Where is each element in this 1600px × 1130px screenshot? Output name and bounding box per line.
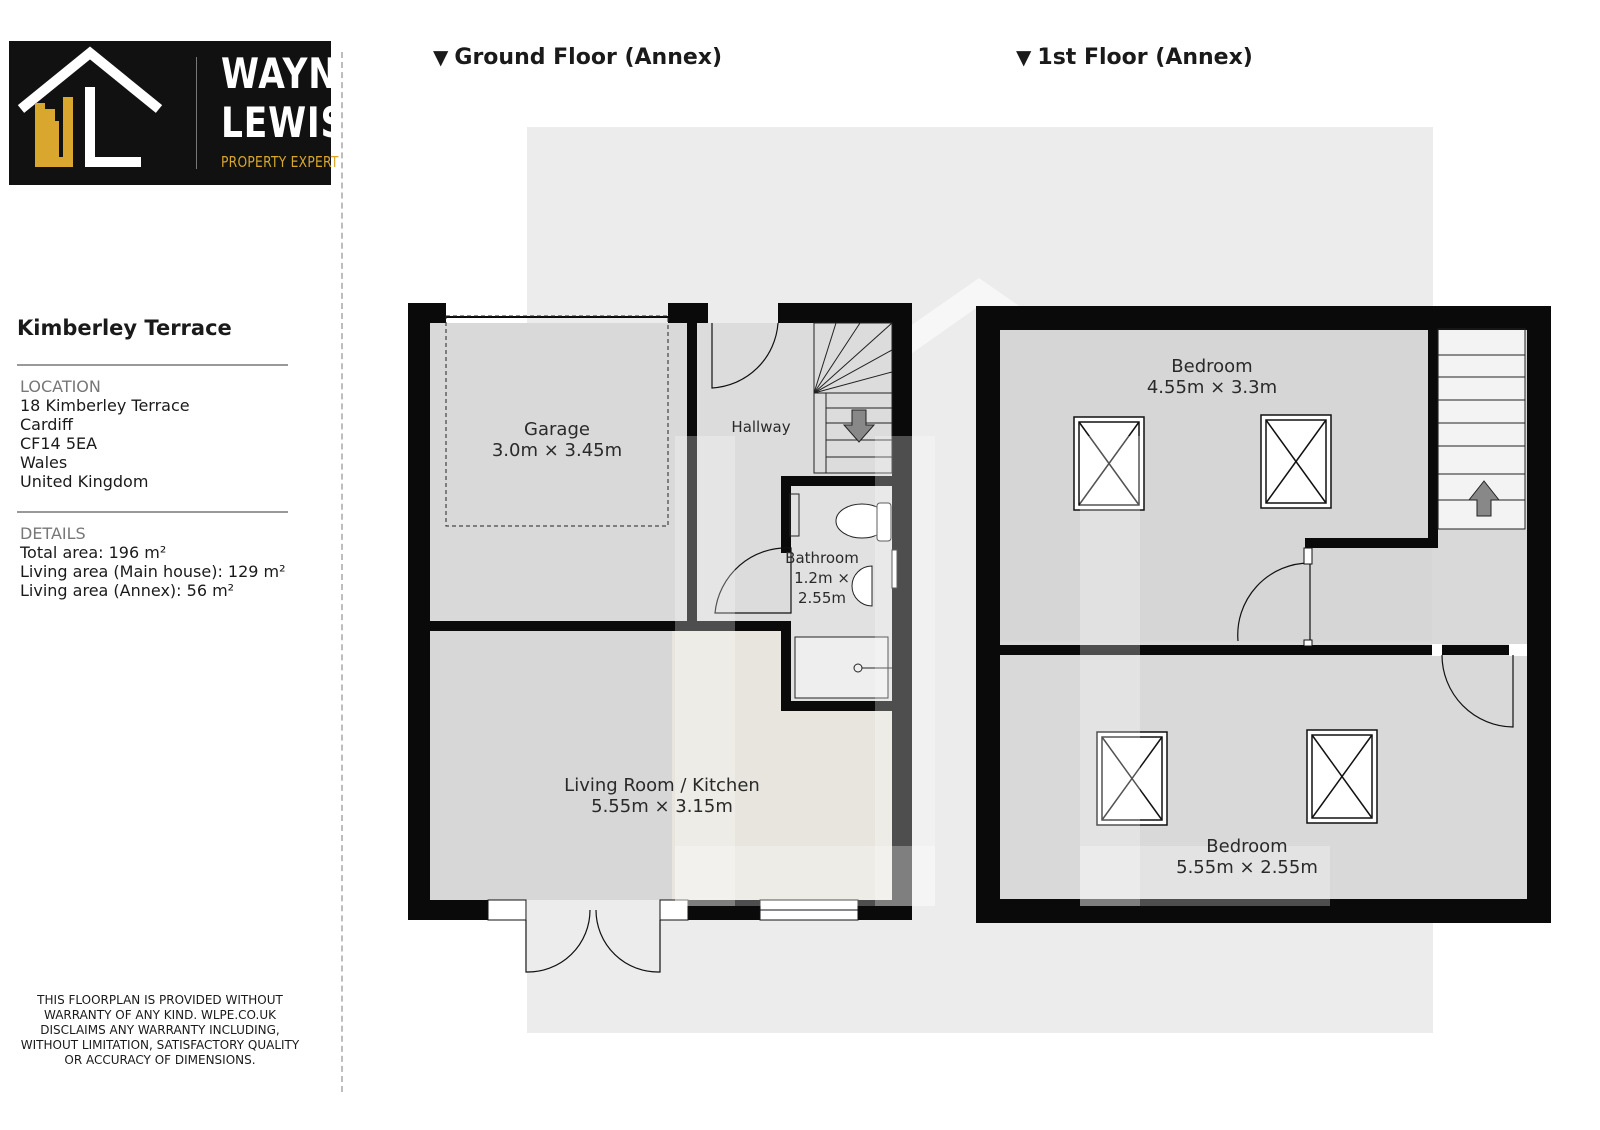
room-name: Bedroom — [1206, 836, 1288, 857]
room-name: Bathroom — [785, 549, 859, 567]
room-label-living-kitchen — [564, 775, 760, 817]
wall-between-bedrooms — [1000, 645, 1527, 655]
brand-name-line1: WAYNE — [221, 49, 363, 98]
address-line: Cardiff — [20, 415, 73, 434]
address-line: 18 Kimberley Terrace — [20, 396, 190, 415]
room-dims: 1.2m × — [794, 569, 850, 587]
room-label-hallway — [731, 417, 790, 438]
floor-label-text: 1st Floor (Annex) — [1037, 45, 1253, 70]
detail-line: Living area (Main house): 129 m² — [20, 562, 286, 581]
details-heading: DETAILS — [20, 524, 86, 543]
brand-tagline: PROPERTY EXPERT — [221, 153, 339, 171]
garage-floor — [430, 323, 687, 621]
room-name: Garage — [524, 419, 590, 440]
floor-label-text: Ground Floor (Annex) — [454, 45, 723, 70]
triangle-down-icon: ▼ — [433, 45, 449, 69]
detail-line: Living area (Annex): 56 m² — [20, 581, 235, 600]
disclaimer-text: THIS FLOORPLAN IS PROVIDED WITHOUT WARRANTY OF ANY KIND. WLPE.CO.UK DISCLAIMS ANY WARRANTY INCLUDING, WITHOUT LIMITATION, SATISFACTORY QUALITY OR ACCURACY OF DIMENSIONS. — [20, 993, 300, 1067]
room-dims: 5.55m × 2.55m — [1176, 857, 1318, 878]
triangle-down-icon: ▼ — [1016, 45, 1032, 69]
address-line: United Kingdom — [20, 472, 149, 491]
room-dims: 3.0m × 3.45m — [491, 440, 623, 461]
wall-garage-living — [430, 621, 791, 631]
brand-name-line2: LEWIS — [221, 98, 347, 147]
room-dims: 5.55m × 3.15m — [591, 796, 733, 817]
room-name: Bedroom — [1171, 356, 1253, 377]
room-name: Living Room / Kitchen — [564, 775, 760, 796]
address-line: Wales — [20, 453, 68, 472]
wall-top — [976, 306, 1551, 330]
room-label-bedroom-1 — [1147, 356, 1277, 398]
address-line: CF14 5EA — [20, 434, 98, 453]
logo-letters: WL — [10, 41, 12, 42]
room-label-bathroom — [785, 548, 859, 608]
room-label-garage — [492, 419, 622, 461]
location-heading: LOCATION — [20, 377, 101, 396]
wall-left — [408, 303, 430, 920]
room-dims: 4.55m × 3.3m — [1146, 377, 1278, 398]
detail-line: Total area: 196 m² — [20, 543, 167, 562]
room-name: Hallway — [731, 418, 791, 436]
room-label-bedroom-2 — [1176, 836, 1318, 878]
room-dims: 2.55m — [797, 589, 846, 607]
first-floor-plan — [976, 306, 1551, 923]
wall-right-first — [1527, 306, 1551, 923]
wall-left-first — [976, 306, 1000, 923]
property-title: Kimberley Terrace — [17, 316, 232, 340]
